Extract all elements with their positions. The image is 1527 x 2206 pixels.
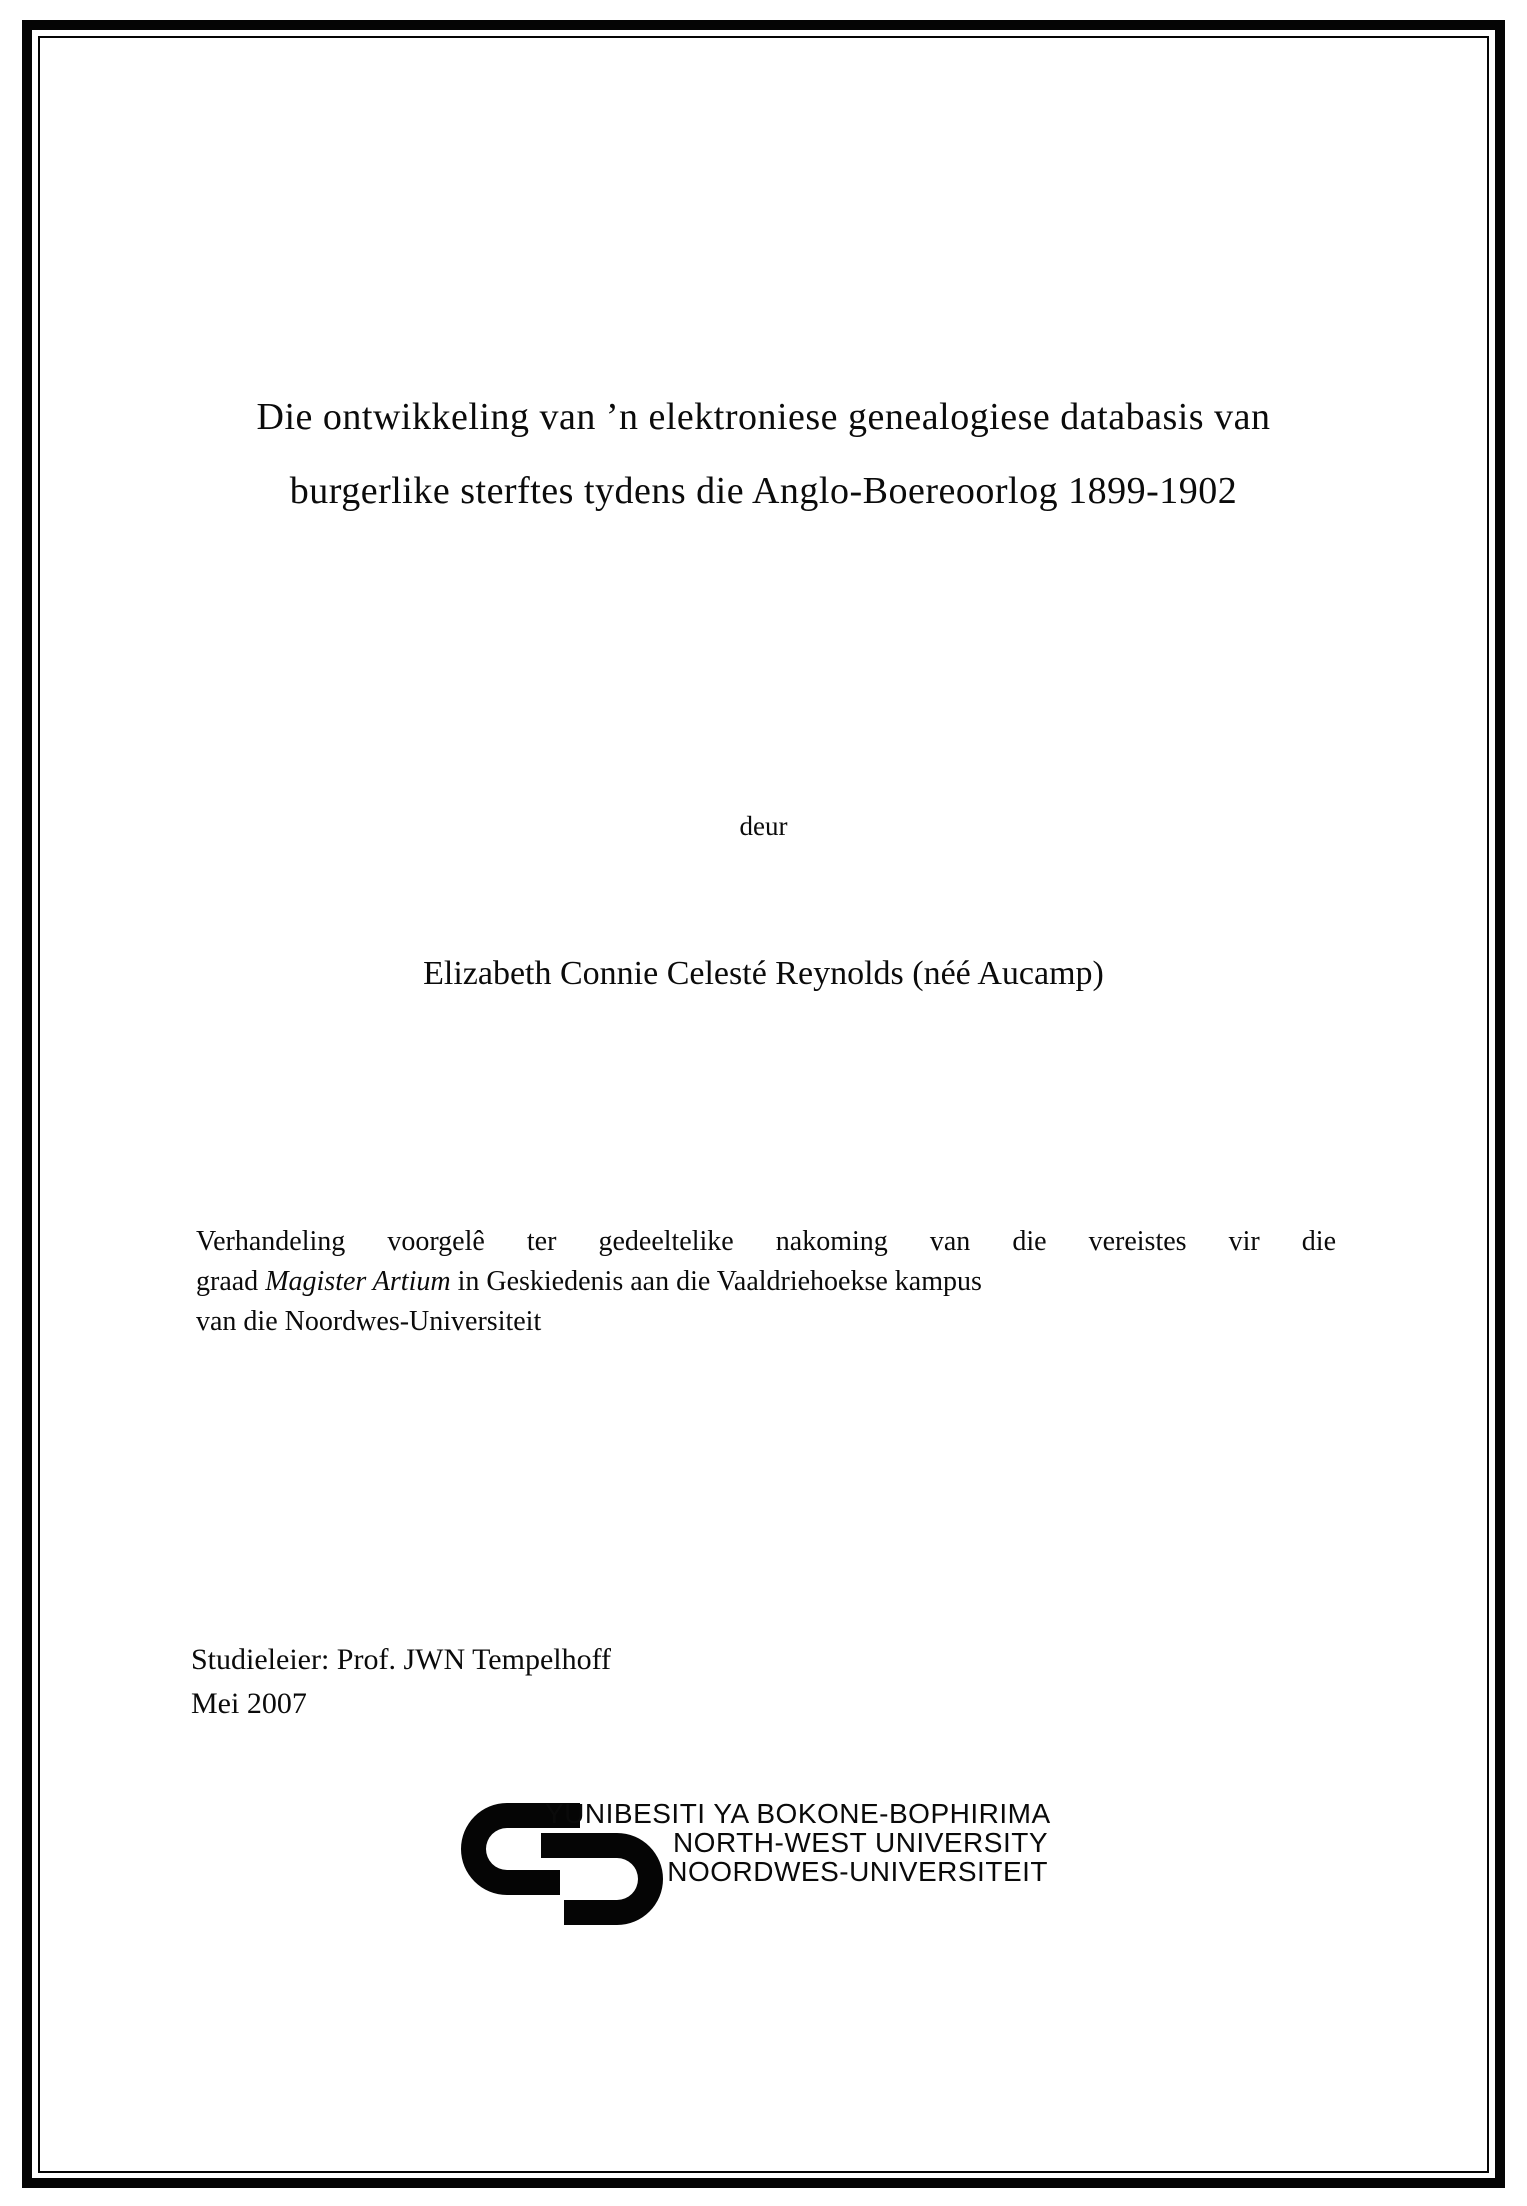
- degree-line2-prefix: graad: [196, 1266, 266, 1297]
- thesis-title-line-1: Die ontwikkeling van ’n elektroniese genealogiese databasis van: [256, 396, 1271, 438]
- degree-statement-line-2: [196, 1262, 1336, 1302]
- supervisor-line: Studieleier: Prof. JWN Tempelhoff: [191, 1643, 612, 1676]
- degree-line2-suffix: in Geskiedenis aan die Vaaldriehoekse kampus: [450, 1266, 982, 1297]
- byline-label: deur: [739, 811, 788, 841]
- thesis-title-line-2: burgerlike sterftes tydens die Anglo-Boereoorlog 1899-1902: [289, 470, 1238, 512]
- university-name-afrikaans: NOORDWES-UNIVERSITEIT: [667, 1856, 1048, 1887]
- supervisor-and-date: [191, 1638, 611, 1726]
- date-line: Mei 2007: [191, 1687, 307, 1720]
- university-logo-block: [461, 1798, 1101, 1933]
- thesis-title: [60, 380, 1467, 528]
- university-name-setswana: YUNIBESITI YA BOKONE-BOPHIRIMA: [545, 1798, 1051, 1829]
- degree-statement-line-3: van die Noordwes-Universiteit: [196, 1306, 542, 1337]
- degree-statement-line-1: Verhandeling voorgelê ter gedeeltelike nakoming van die vereistes vir die: [196, 1226, 1336, 1257]
- author-name: Elizabeth Connie Celesté Reynolds (néé Aucamp): [423, 955, 1104, 992]
- university-name-english: NORTH-WEST UNIVERSITY: [672, 1827, 1048, 1858]
- degree-name-italic: Magister Artium: [265, 1266, 451, 1297]
- degree-statement: [196, 1222, 1336, 1342]
- university-name-lines: [545, 1798, 1051, 1887]
